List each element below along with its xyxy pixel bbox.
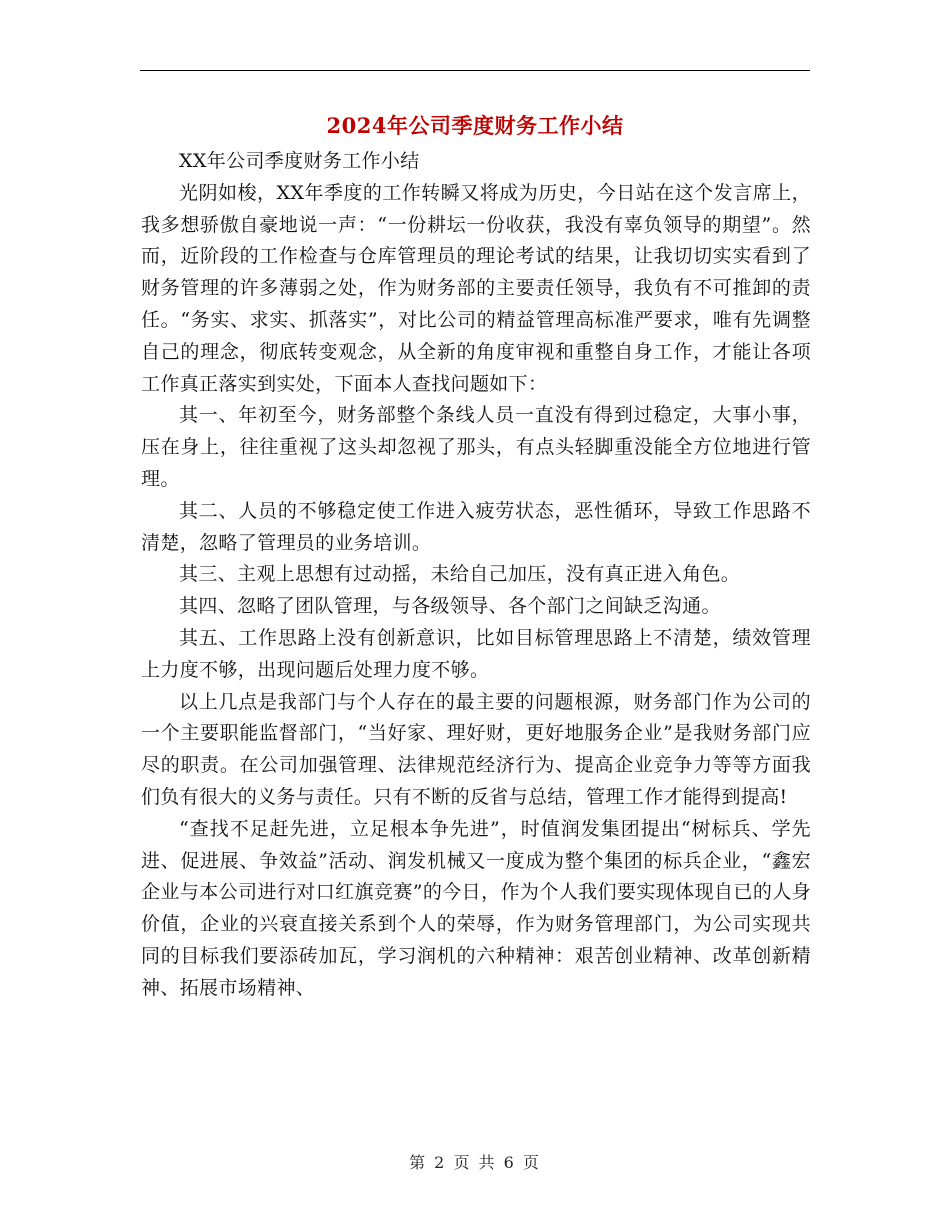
issue-three-paragraph: 其三、主观上思想有过动摇，未给自己加压，没有真正进入角色。: [179, 563, 741, 586]
page-number-label: 第 2 页 共 6 页: [409, 1153, 541, 1172]
intro-paragraph: 光阴如梭，XX年季度的工作转瞬又将成为历史，今日站在这个发言席上，我多想骄傲自豪地说一声：“一份耕坛一份收获，我没有辜负领导的期望”。然而，近阶段的工作检查与仓库管理员的理论考试的结果，让我切切实实看到了财务管理的许多薄弱之处，作为财务部的主要责任领导，我负有不可推卸的责任。“务实、求实、抓落实”，对比公司的精益管理高标准严要求，唯有先调整自己的理念，彻底转变观念，从全新的角度审视和重整自身工作，才能让各项工作真正落实到实处，下面本人查找问题如下：: [141, 181, 811, 395]
document-body: [141, 146, 811, 1005]
issue-five-paragraph: 其五、工作思路上没有创新意识，比如目标管理思路上不清楚，绩效管理上力度不够，出现问题后处理力度不够。: [141, 626, 811, 681]
issue-two-paragraph: 其二、人员的不够稳定使工作进入疲劳状态，恶性循环，导致工作思路不清楚，忽略了管理员的业务培训。: [141, 499, 811, 554]
issue-one-paragraph: 其一、年初至今，财务部整个条线人员一直没有得到过稳定，大事小事，压在身上，往往重视了这头却忽视了那头，有点头轻脚重没能全方位地进行管理。: [141, 404, 811, 490]
header-rule: [140, 70, 810, 71]
document-title: 2024年公司季度财务工作小结: [326, 113, 624, 138]
issue-four-paragraph: 其四、忽略了团队管理，与各级领导、各个部门之间缺乏沟通。: [179, 595, 721, 618]
subtitle-paragraph: XX年公司季度财务工作小结: [179, 150, 420, 172]
page-footer: [0, 1150, 950, 1173]
campaign-paragraph: “查找不足赶先进，立足根本争先进”，时值润发集团提出“树标兵、学先进、促进展、争效益”活动、润发机械又一度成为整个集团的标兵企业，“鑫宏企业与本公司进行对口红旗竞赛”的今日，作为个人我们要实现体现自已的人身价值，企业的兴衰直接关系到个人的荣辱，作为财务管理部门，为公司实现共同的目标我们要添砖加瓦，学习润机的六种精神：艰苦创业精神、改革创新精神、拓展市场精神、: [141, 817, 811, 999]
summary-paragraph: 以上几点是我部门与个人存在的最主要的问题根源，财务部门作为公司的一个主要职能监督部门，“当好家、理好财，更好地服务企业”是我财务部门应尽的职责。在公司加强管理、法律规范经济行为、提高企业竞争力等等方面我们负有很大的义务与责任。只有不断的反省与总结，管理工作才能得到提高!: [141, 690, 811, 808]
